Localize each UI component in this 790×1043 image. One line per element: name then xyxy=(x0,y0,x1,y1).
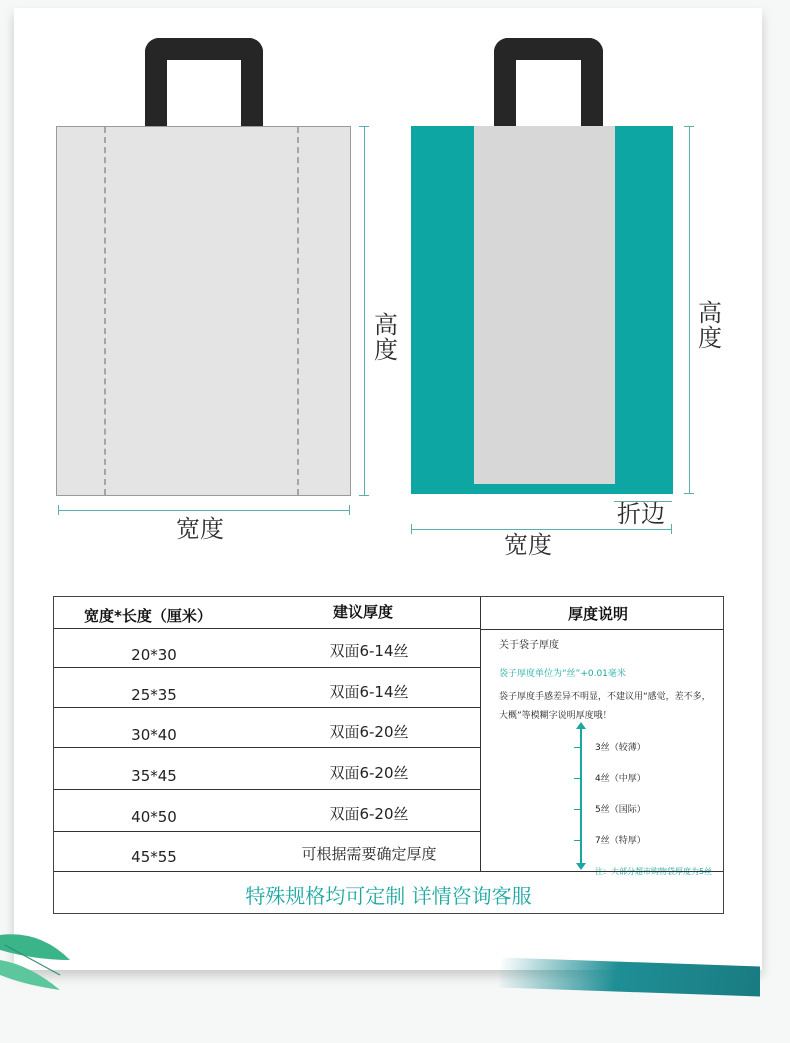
bag2-fold-label: 折边 xyxy=(617,500,665,528)
scale-label: 4丝（中厚） xyxy=(595,774,646,784)
bag1-width-tick-right xyxy=(349,505,350,515)
size-cell: 20*30 xyxy=(131,646,177,664)
scale-footnote: 注：大部分超市购物袋厚度为5丝 xyxy=(595,867,713,876)
thickness-cell: 双面6-20丝 xyxy=(329,764,409,782)
scale-label: 7丝（特厚） xyxy=(595,836,646,846)
thickness-cell: 双面6-20丝 xyxy=(329,805,409,823)
row-divider xyxy=(54,747,480,748)
scale-tick xyxy=(574,840,582,841)
scale-label: 3丝（较薄） xyxy=(595,743,646,753)
bag2-body xyxy=(411,126,673,494)
thickness-notes-panel xyxy=(480,597,724,876)
custom-size-banner xyxy=(54,871,723,914)
notes-box xyxy=(481,629,724,876)
bag1-width-tick-left xyxy=(58,505,59,515)
notes-unit: 袋子厚度单位为“丝”+0.01毫米 xyxy=(499,669,626,679)
row-divider xyxy=(54,667,480,668)
custom-size-text: 特殊规格均可定制 详情咨询客服 xyxy=(245,884,532,908)
row-divider xyxy=(54,789,480,790)
bag1-body xyxy=(56,126,351,496)
scale-arrow-down-icon xyxy=(576,863,586,870)
bag1-handle xyxy=(145,38,263,128)
bag1-gusset-left xyxy=(104,127,106,495)
bag2-height-tick-bottom xyxy=(684,493,694,494)
notes-title: 关于袋子厚度 xyxy=(499,640,559,651)
notes-desc: 袋子厚度手感差异不明显，不建议用“感觉，差不多，大概”等模糊字说明厚度哦！ xyxy=(499,692,711,721)
thickness-cell: 可根据需要确定厚度 xyxy=(301,845,437,863)
bag2-width-tick-left xyxy=(411,524,412,534)
size-cell: 25*35 xyxy=(131,686,177,704)
bag1-height-tick-top xyxy=(359,126,369,127)
size-cell: 30*40 xyxy=(131,726,177,744)
row-divider xyxy=(54,707,480,708)
bag2-width-label: 宽度 xyxy=(504,531,552,559)
size-cell: 40*50 xyxy=(131,808,177,826)
header-thickness: 建议厚度 xyxy=(333,603,394,621)
bag2-height-line xyxy=(689,126,690,494)
thickness-cell: 双面6-20丝 xyxy=(329,723,409,741)
scale-label: 5丝（国际） xyxy=(595,805,646,815)
size-cell: 45*55 xyxy=(131,848,177,866)
row-divider xyxy=(54,628,480,629)
scale-tick xyxy=(574,778,582,779)
bag2-inner-panel xyxy=(474,126,615,484)
thickness-cell: 双面6-14丝 xyxy=(329,683,409,701)
bag2-height-tick-top xyxy=(684,126,694,127)
header-size: 宽度*长度（厘米） xyxy=(84,607,212,625)
scale-tick xyxy=(574,809,582,810)
bag1-height-label: 高度 xyxy=(374,311,398,365)
bag2-height-label: 高度 xyxy=(698,299,722,353)
header-notes: 厚度说明 xyxy=(568,605,629,623)
leaf-decoration-icon xyxy=(0,905,90,995)
bag1-height-tick-bottom xyxy=(359,495,369,496)
bag2-width-line xyxy=(411,529,672,530)
thickness-cell: 双面6-14丝 xyxy=(329,642,409,660)
bag1-gusset-right xyxy=(297,127,299,495)
size-cell: 35*45 xyxy=(131,767,177,785)
bag2-handle xyxy=(494,38,603,128)
bag1-width-label: 宽度 xyxy=(176,515,224,543)
bag1-width-line xyxy=(58,510,350,511)
bag1-height-line xyxy=(364,126,365,496)
row-divider xyxy=(54,831,480,832)
scale-tick xyxy=(574,747,582,748)
spec-table xyxy=(53,596,724,914)
bag2-width-tick-right xyxy=(671,524,672,534)
